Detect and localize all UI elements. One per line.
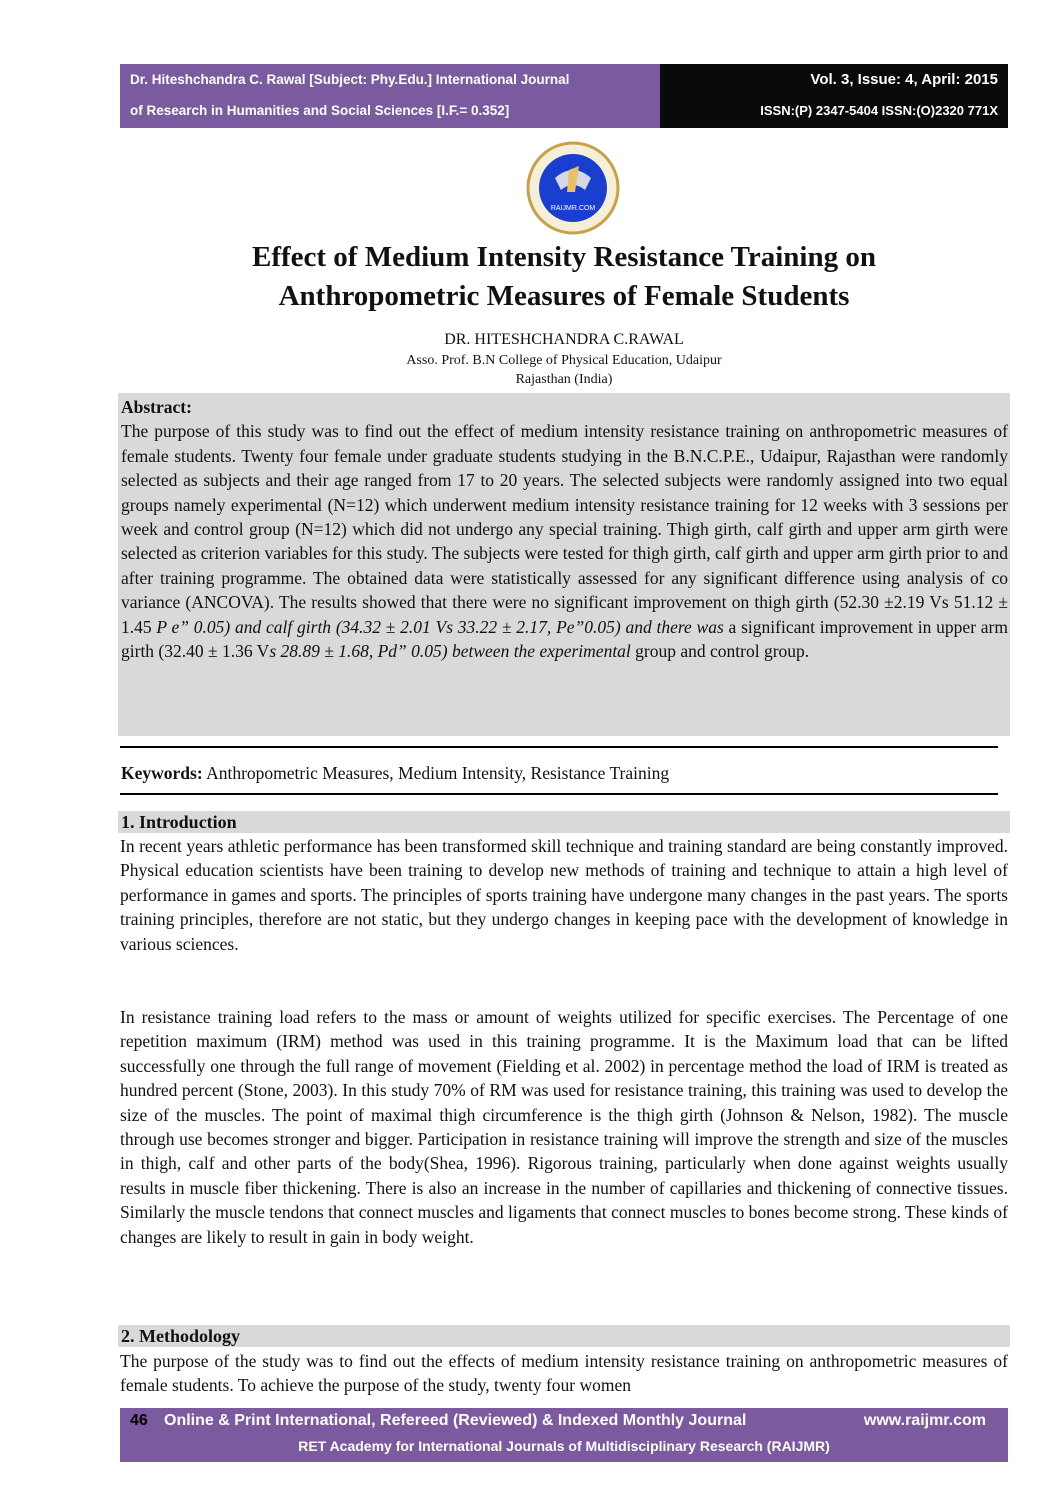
abstract-text-1: The purpose of this study was to find out the effect of medium intensity resistance training on anthropometric measures of female students. Twenty four female under graduate students studying in the B.N.C.P.E., Udaipur, Rajasthan were randomly selected as subjects and their age ranged from 17 to 20 years. The selected subjects were randomly assigned into two equal groups namely experimental (N=12) which underwent medium intensity resistance training for 12 weeks with 3 sessions per week and control group (N=12) which did not undergo any special training. Thigh girth, calf girth and upper arm girth were selected as criterion variables for this study. The subjects were tested for thigh girth, calf girth and upper arm girth prior to and after training programme. The obtained data were statistically assessed for any significant difference using analysis of co variance (ANCOVA). The results showed that there were no significant improvement on thigh girth (52.30 ±2.19 Vs 51.12 ± 1.45: [121, 421, 1008, 637]
keywords-text: Anthropometric Measures, Medium Intensity, Resistance Training: [202, 763, 670, 783]
journal-footer: [120, 1412, 1008, 1462]
footer-tagline: Online & Print International, Refereed (Reviewed) & Indexed Monthly Journal: [164, 1412, 747, 1429]
divider-top: [120, 746, 998, 748]
paper-title: [120, 238, 1008, 316]
abstract-text-2: a significant improvement in upper arm girth (32.40 ± 1.36 V: [121, 616, 1008, 662]
author-name: DR. HITESHCHANDRA C.RAWAL: [444, 331, 684, 348]
abstract-section: [118, 393, 1010, 736]
title-line-2: Anthropometric Measures of Female Students: [278, 280, 850, 312]
affiliation-college: Asso. Prof. B.N College of Physical Education, Udaipur: [406, 353, 722, 368]
affiliation-location: Rajasthan (India): [515, 372, 613, 387]
section-heading-introduction: 1. Introduction: [118, 811, 1010, 833]
keywords: [121, 762, 1001, 784]
methodology-paragraph-1: The purpose of the study was to find out the effects of medium intensity resistance training on anthropometric measures of female students. To achieve the purpose of the study, twenty four women: [120, 1351, 1008, 1396]
journal-header: [120, 64, 1008, 128]
intro-paragraph-2: In resistance training load refers to the mass or amount of weights utilized for specific exercises. The Percentage of one repetition maximum (IRM) method was used in this training programme. It is the Maximum load that can be lifted successfully one through the full range of movement (Fielding et al. 2002) in percentage method the load of IRM is treated as hundred percent (Stone, 2003). In this study 70% of RM was used for resistance training, this training was used to develop the size of the muscles. The point of maximal thigh circumference is the thigh girth (Johnson & Nelson, 1982). The muscle through use becomes stronger and bigger. Participation in resistance training will improve the strength and size of the muscles in thigh, calf and other parts of the body(Shea, 1996). Rigorous training, particularly when done against weights usually results in muscle fiber thickening. There is also an increase in the number of capillaries and thickening of connective tissues. Similarly the muscle tendons that connect muscles and ligaments that connect muscles to bones become strong. These kinds of changes are likely to result in gain in body weight.: [120, 1007, 1008, 1247]
footer-top-row: [120, 1408, 1008, 1435]
ret-academy-seal-icon: [519, 140, 627, 236]
footer-organization: RET Academy for International Journals of Multidisciplinary Research (RAIJMR): [298, 1438, 830, 1454]
logo-text: RAIJMR.COM: [550, 205, 596, 212]
abstract-body: [121, 395, 1008, 663]
section-heading-methodology: 2. Methodology: [118, 1325, 1010, 1347]
volume-issue: Vol. 3, Issue: 4, April: 2015: [810, 71, 998, 88]
page-number: 46: [130, 1412, 148, 1429]
keywords-label: Keywords:: [121, 763, 203, 783]
issn-numbers: ISSN:(P) 2347-5404 ISSN:(O)2320 771X: [760, 103, 998, 118]
divider-bottom: [120, 793, 998, 795]
author-affiliation: [120, 351, 1008, 389]
abstract-text-italic-1: P e” 0.05) and calf girth (34.32 ± 2.01 Vs 33.22 ± 2.17, Pe”0.05) and there was: [156, 616, 724, 637]
citation-line-2: of Research in Humanities and Social Sciences [I.F.= 0.352]: [130, 103, 510, 118]
abstract-text-3: group and control group.: [630, 641, 810, 662]
journal-citation: [120, 64, 660, 128]
citation-line-1: Dr. Hiteshchandra C. Rawal [Subject: Phy.Edu.] International Journal: [130, 72, 570, 87]
abstract-text-italic-2: s 28.89 ± 1.68, Pd” 0.05) between the experimental: [269, 641, 631, 662]
journal-volume-info: [660, 64, 1008, 128]
footer-website-link[interactable]: www.raijmr.com: [863, 1412, 986, 1429]
abstract-heading: Abstract:: [121, 397, 192, 417]
intro-paragraph-1: In recent years athletic performance has been transformed skill technique and training standard are being constantly improved. Physical education scientists have been training to develop new methods of training and technique to attain a high level of performance in games and sports. The principles of sports training have undergone many changes in the past years. The sports training principles, therefore are not static, but they undergo changes in keeping pace with the development of knowledge in various sciences.: [120, 836, 1008, 954]
title-line-1: Effect of Medium Intensity Resistance Training on: [251, 241, 876, 273]
